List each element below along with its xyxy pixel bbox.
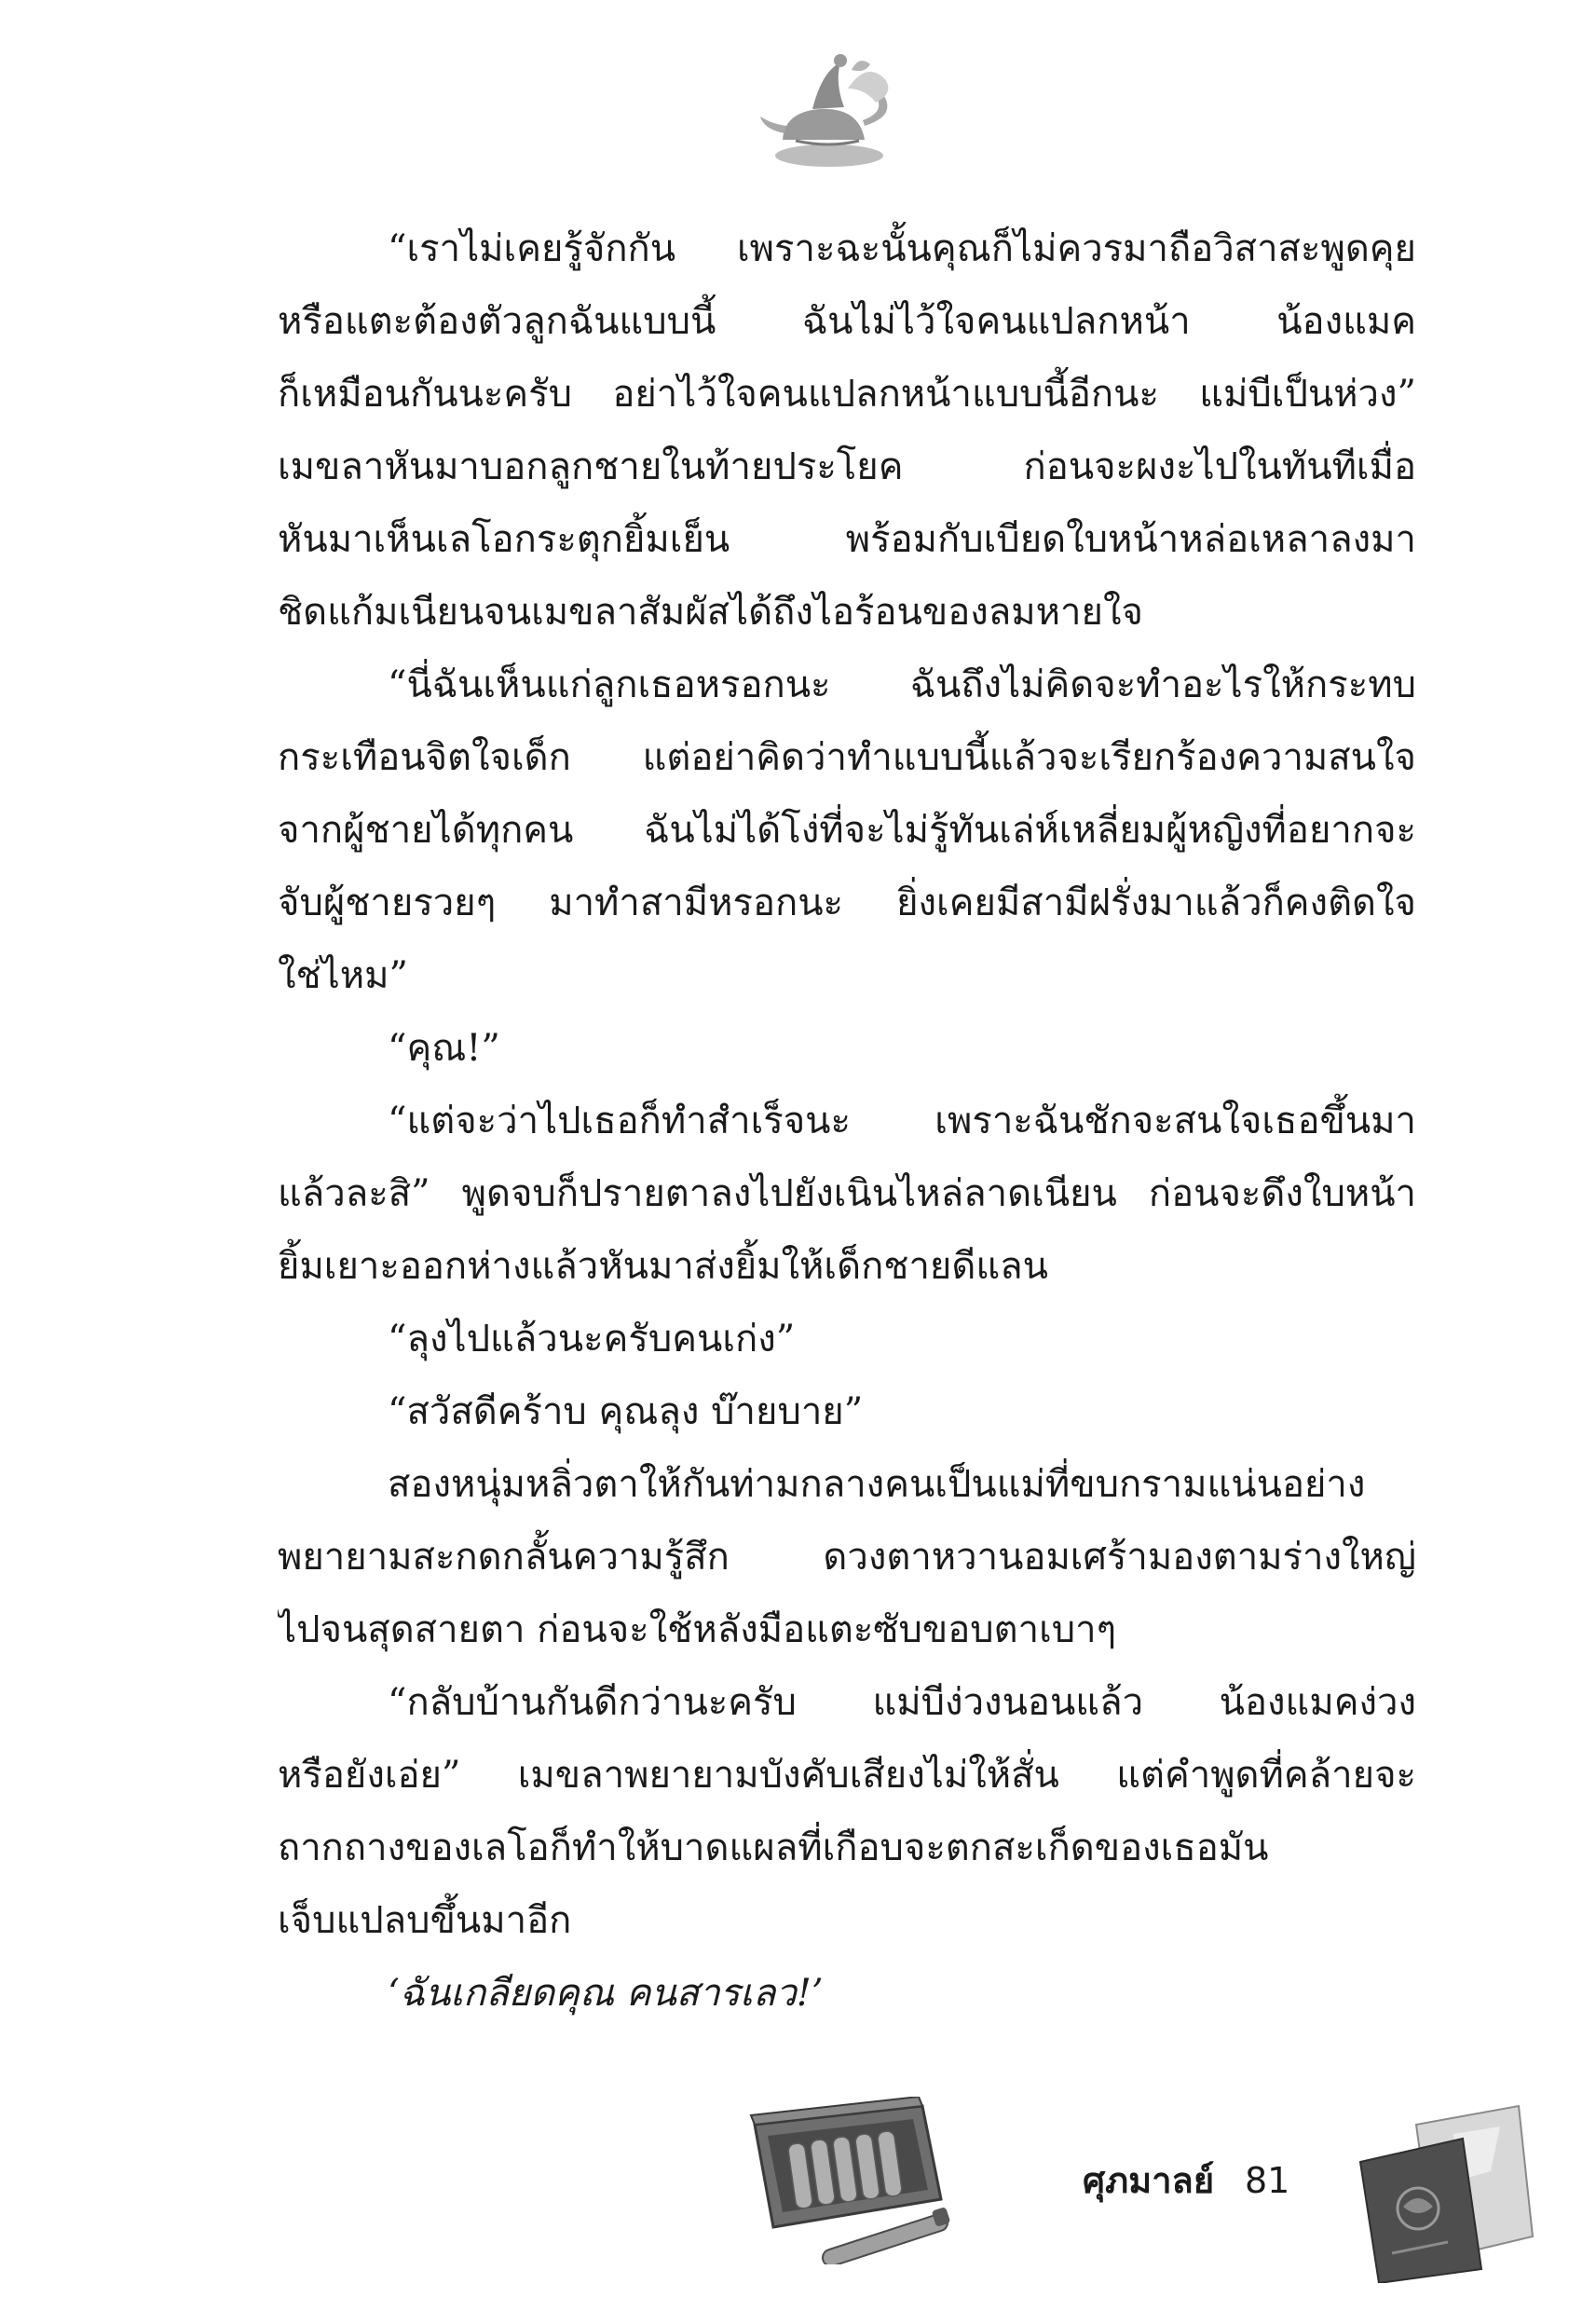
paragraph-line: ไปจนสุดสายตา ก่อนจะใช้หลังมือแตะซับขอบตาเบาๆ	[278, 1608, 1117, 1651]
paragraph-line: จับผู้ชายรวยๆ มาทำสามีหรอกนะ ยิ่งเคยมีสามีฝรั่งมาแล้วก็คงติดใจ	[278, 882, 1416, 924]
paragraph-line: ยิ้มเยาะออกห่างแล้วหันมาส่งยิ้มให้เด็กชายดีแลน	[278, 1245, 1048, 1288]
paragraph-line: พยายามสะกดกลั้นความรู้สึก ดวงตาหวานอมเศร้ามองตามร่างใหญ่	[278, 1536, 1416, 1579]
cigar-box-icon	[736, 2097, 960, 2264]
paragraph-line: จากผู้ชายได้ทุกคน ฉันไม่ได้โง่ที่จะไม่รู้ทันเล่ห์เหลี่ยมผู้หญิงที่อยากจะ	[278, 809, 1416, 852]
paragraph-line: “กลับบ้านกันดีกว่านะครับ แม่บีง่วงนอนแล้ว น้องแมคง่วง	[388, 1681, 1416, 1724]
paragraph-line: กระเทือนจิตใจเด็ก แต่อย่าคิดว่าทำแบบนี้แล้วจะเรียกร้องความสนใจ	[278, 736, 1416, 779]
paragraph-line: เมขลาหันมาบอกลูกชายในท้ายประโยค ก่อนจะผงะไปในทันทีเมื่อ	[278, 445, 1416, 488]
paragraph-line: “คุณ!”	[388, 1027, 500, 1070]
paragraph-line: “นี่ฉันเห็นแก่ลูกเธอหรอกนะ ฉันถึงไม่คิดจะทำอะไรให้กระทบ	[388, 663, 1416, 706]
paragraph-line: แล้วละสิ” พูดจบก็ปรายตาลงไปยังเนินไหล่ลาดเนียน ก่อนจะดึงใบหน้า	[278, 1172, 1416, 1215]
paragraph-line: สองหนุ่มหลิ่วตาให้กันท่ามกลางคนเป็นแม่ที่ขบกรามแน่นอย่าง	[388, 1463, 1366, 1506]
author-name: ศุภมาลย์	[1083, 2160, 1215, 2201]
teapot-ornament-icon	[755, 51, 904, 177]
paragraph-line: ชิดแก้มเนียนจนเมขลาสัมผัสได้ถึงไอร้อนของลมหายใจ	[278, 591, 1143, 634]
paragraph-line: “แต่จะว่าไปเธอก็ทำสำเร็จนะ เพราะฉันชักจะสนใจเธอขึ้นมา	[388, 1100, 1416, 1142]
paragraph-line: หรือแตะต้องตัวลูกฉันแบบนี้ ฉันไม่ไว้ใจคนแปลกหน้า น้องแมค	[278, 300, 1416, 343]
paragraph-line: หันมาเห็นเลโอกระตุกยิ้มเย็น พร้อมกับเบียดใบหน้าหล่อเหลาลงมา	[278, 518, 1416, 561]
paragraph-line: ใช่ไหม”	[278, 954, 408, 997]
paragraph-line: เจ็บแปลบขึ้นมาอีก	[278, 1899, 572, 1942]
passport-icon	[1351, 2097, 1537, 2283]
paragraph-line: ก็เหมือนกันนะครับ อย่าไว้ใจคนแปลกหน้าแบบนี้อีกนะ แม่บีเป็นห่วง”	[278, 373, 1416, 416]
paragraph-line: “ลุงไปแล้วนะครับคนเก่ง”	[388, 1318, 796, 1361]
page-number: 81	[1245, 2160, 1290, 2201]
paragraph-line: ถากถางของเลโอก็ทำให้บาดแผลที่เกือบจะตกสะเก็ดของเธอมัน	[278, 1826, 1269, 1869]
body-text	[278, 212, 1416, 2030]
paragraph-line: “เราไม่เคยรู้จักกัน เพราะฉะนั้นคุณก็ไม่ควรมาถือวิสาสะพูดคุย	[388, 227, 1416, 270]
italic-thought-line: ‘ฉันเกลียดคุณ คนสารเลว!’	[388, 1972, 824, 2015]
paragraph-line: “สวัสดีคร้าบ คุณลุง บ๊ายบาย”	[388, 1390, 864, 1433]
paragraph-line: หรือยังเอ่ย” เมขลาพยายามบังคับเสียงไม่ให้สั่น แต่คำพูดที่คล้ายจะ	[278, 1754, 1416, 1797]
